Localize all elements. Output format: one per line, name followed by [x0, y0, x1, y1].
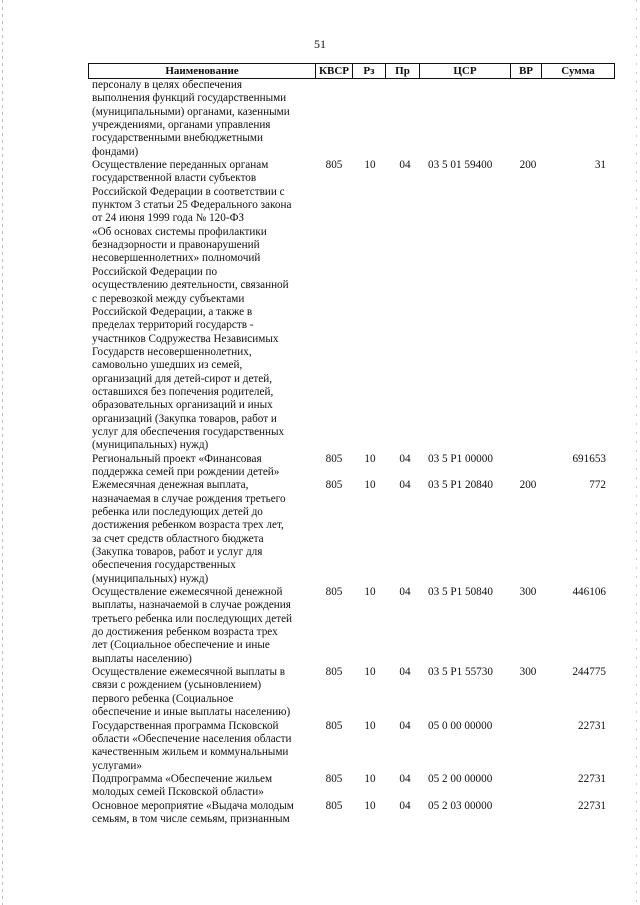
cell-name — [92, 453, 314, 480]
name-line: участников Содружества Независимых — [92, 332, 279, 345]
cell-pr: 04 — [399, 772, 411, 785]
name-line: ребенка или последующих детей до — [92, 506, 263, 518]
cell-csr: 03 5 P1 55730 — [428, 666, 493, 679]
cell-pr: 04 — [399, 479, 411, 492]
name-line: (Закупка товаров, работ и услуг для — [92, 546, 263, 559]
name-line: «Об основах системы профилактики — [92, 225, 267, 238]
cell-sum: 22731 — [578, 799, 606, 812]
name-line: государственной власти субъектов — [92, 172, 257, 185]
table-row — [0, 720, 640, 773]
table-header — [88, 63, 615, 79]
name-line: семьям, в том числе семьям, признанным — [92, 812, 290, 825]
cell-pr: 04 — [399, 719, 411, 732]
header-vr: ВР — [511, 64, 542, 78]
cell-kvsr: 805 — [325, 719, 343, 732]
cell-pr: 04 — [399, 159, 411, 172]
cell-kvsr: 805 — [325, 159, 343, 172]
table-row — [0, 479, 640, 586]
name-line: назначаемая в случае рождения третьего — [92, 492, 286, 505]
header-kvsr: КВСР — [316, 64, 353, 78]
name-line: учреждениями, органами управления — [92, 119, 271, 132]
name-line: выплаты, назначаемой в случае рождения — [92, 599, 291, 612]
name-line: Основное мероприятие «Выдача молодым — [92, 799, 294, 812]
header-csr: ЦСР — [420, 64, 511, 78]
cell-sum: 22731 — [578, 772, 606, 785]
cell-kvsr: 805 — [325, 799, 343, 812]
cell-vr: 300 — [519, 666, 537, 679]
name-line: оставшихся без попечения родителей, — [92, 385, 274, 398]
name-line: Осуществление ежемесячной выплаты в — [92, 666, 286, 679]
name-line: Государств несовершеннолетних, — [92, 345, 252, 358]
table-body — [0, 79, 640, 826]
cell-pr: 04 — [399, 452, 411, 465]
name-line: обеспечение и иные выплаты населению) — [92, 706, 291, 719]
cell-vr: 200 — [519, 479, 537, 492]
name-line: Подпрограмма «Обеспечение жильем — [92, 772, 273, 785]
cell-name — [92, 666, 314, 719]
name-line: обеспечения государственных — [92, 559, 236, 572]
cell-pr: 04 — [399, 586, 411, 599]
name-line: лет (Социальное обеспечение и иные — [92, 639, 270, 652]
name-line: пунктом 3 статьи 25 Федерального закона — [92, 199, 292, 212]
cell-rz: 10 — [364, 452, 376, 465]
name-line: несовершеннолетних» полномочий — [92, 252, 261, 265]
name-line: от 24 июня 1999 года № 120-ФЗ — [92, 212, 245, 225]
cell-rz: 10 — [364, 719, 376, 732]
cell-name — [92, 479, 314, 586]
table-row — [0, 453, 640, 480]
name-line: безнадзорности и правонарушений — [92, 239, 260, 252]
name-line: выполнения функций государственными — [92, 92, 287, 105]
cell-rz: 10 — [364, 666, 376, 679]
cell-sum: 446106 — [572, 586, 606, 599]
name-line: достижения ребенком возраста трех лет, — [92, 519, 284, 532]
cell-csr: 03 5 P1 00000 — [428, 452, 493, 465]
name-line: (муниципальных) нужд) — [92, 439, 209, 452]
name-line: области «Обеспечение населения области — [92, 732, 292, 745]
name-line: Региональный проект «Финансовая — [92, 452, 262, 465]
table-row — [0, 79, 640, 159]
name-line: Осуществление переданных органам — [92, 159, 269, 172]
cell-pr: 04 — [399, 666, 411, 679]
name-line: Российской Федерации в соответствии с — [92, 185, 285, 198]
name-line: до достижения ребенком возраста трех — [92, 626, 278, 639]
header-rz: Рз — [353, 64, 386, 78]
name-line: осуществлению деятельности, связанной — [92, 279, 289, 292]
cell-kvsr: 805 — [325, 479, 343, 492]
cell-rz: 10 — [364, 772, 376, 785]
name-line: с перевозкой между субъектами — [92, 292, 245, 305]
name-line: поддержка семей при рождении детей» — [92, 465, 280, 478]
cell-name — [92, 79, 314, 159]
cell-name — [92, 720, 314, 773]
name-line: услугами» — [92, 759, 142, 772]
name-line: организаций для детей-сирот и детей, — [92, 372, 273, 385]
name-line: услуг для обеспечения государственных — [92, 425, 285, 438]
name-line: (муниципальных) нужд) — [92, 572, 209, 585]
page-number: 51 — [314, 37, 326, 51]
name-line: качественным жильем и коммунальными — [92, 746, 289, 759]
cell-kvsr: 805 — [325, 666, 343, 679]
cell-name — [92, 159, 314, 453]
header-sum: Сумма — [561, 65, 595, 77]
name-line: Российской Федерации по — [92, 265, 218, 278]
name-line: третьего ребенка или последующих детей — [92, 612, 293, 625]
name-line: фондами) — [92, 145, 139, 158]
cell-pr: 04 — [399, 799, 411, 812]
cell-csr: 03 5 P1 20840 — [428, 479, 493, 492]
name-line: первого ребенка (Социальное — [92, 692, 234, 705]
cell-rz: 10 — [364, 159, 376, 172]
header-pr: Пр — [386, 64, 420, 78]
cell-csr: 03 5 P1 50840 — [428, 586, 493, 599]
cell-name — [92, 586, 314, 666]
cell-sum: 22731 — [578, 719, 606, 732]
name-line: Государственная программа Псковской — [92, 719, 279, 732]
cell-vr: 200 — [519, 159, 537, 172]
table-row — [0, 159, 640, 453]
name-line: государственными внебюджетными — [92, 132, 263, 145]
cell-name — [92, 800, 314, 827]
cell-sum: 772 — [589, 479, 606, 492]
name-line: организаций (Закупка товаров, работ и — [92, 412, 277, 425]
cell-sum: 691653 — [572, 452, 606, 465]
cell-rz: 10 — [364, 479, 376, 492]
name-line: персоналу в целях обеспечения — [92, 79, 243, 91]
name-line: молодых семей Псковской области» — [92, 786, 264, 799]
table-row — [0, 773, 640, 800]
name-line: за счет средств областного бюджета — [92, 532, 264, 545]
name-line: Ежемесячная денежная выплата, — [92, 479, 249, 492]
cell-kvsr: 805 — [325, 452, 343, 465]
cell-vr: 300 — [519, 586, 537, 599]
cell-csr: 05 2 03 00000 — [428, 799, 493, 812]
cell-kvsr: 805 — [325, 586, 343, 599]
name-line: Российской Федерации, а также в — [92, 305, 253, 318]
header-name: Наименование — [89, 64, 316, 78]
cell-csr: 03 5 01 59400 — [428, 159, 493, 172]
cell-sum: 244775 — [572, 666, 606, 679]
name-line: (муниципальными) органами, казенными — [92, 105, 290, 118]
name-line: образовательных организаций и иных — [92, 399, 273, 412]
table-row — [0, 586, 640, 666]
name-line: Осуществление ежемесячной денежной — [92, 586, 283, 599]
cell-name — [92, 773, 314, 800]
table-row — [0, 800, 640, 827]
name-line: связи с рождением (усыновлением) — [92, 679, 262, 692]
table-row — [0, 666, 640, 719]
name-line: самовольно ушедших из семей, — [92, 359, 243, 372]
cell-rz: 10 — [364, 586, 376, 599]
cell-rz: 10 — [364, 799, 376, 812]
cell-csr: 05 2 00 00000 — [428, 772, 493, 785]
name-line: пределах территорий государств - — [92, 319, 254, 332]
cell-sum: 31 — [594, 159, 606, 172]
name-line: выплаты населению) — [92, 652, 192, 665]
cell-kvsr: 805 — [325, 772, 343, 785]
cell-csr: 05 0 00 00000 — [428, 719, 493, 732]
